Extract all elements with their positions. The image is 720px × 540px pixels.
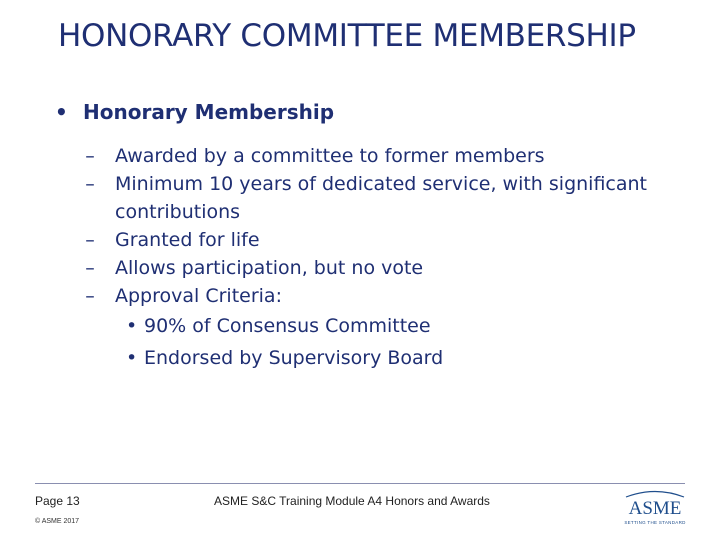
sub-item-text-line1: Minimum 10 years of dedicated service, with significant <box>115 173 647 195</box>
sub-item <box>65 170 695 226</box>
sub-item <box>65 254 695 282</box>
criteria-text: 90% of Consensus Committee <box>144 315 431 337</box>
bullet-dot-icon: • <box>55 100 68 124</box>
dash-icon: – <box>85 229 95 251</box>
slide-content <box>55 100 695 374</box>
bullet-main-label: Honorary Membership <box>83 100 335 124</box>
bullet-main <box>55 100 695 124</box>
bullet-dot-icon: • <box>126 315 138 337</box>
sub-item-text: Approval Criteria: <box>115 285 282 307</box>
logo-wordmark: ASME <box>628 498 682 519</box>
sub-item-text <box>115 170 665 226</box>
logo-tagline: SETTING THE STANDARD <box>624 520 686 525</box>
asme-logo <box>620 488 690 528</box>
criteria-item <box>126 310 695 342</box>
bullet-dot-icon: • <box>126 347 138 369</box>
sub-item-text: Granted for life <box>115 229 260 251</box>
dash-icon: – <box>85 257 95 279</box>
dash-icon: – <box>85 285 95 307</box>
dash-icon: – <box>85 173 95 195</box>
sub-item-text: Awarded by a committee to former members <box>115 145 545 167</box>
footer-divider <box>35 483 685 484</box>
sub-item <box>65 282 695 310</box>
copyright-notice: © ASME 2017 <box>35 518 80 525</box>
criteria-item <box>126 342 695 374</box>
sub-item <box>65 226 695 254</box>
dash-icon: – <box>85 145 95 167</box>
page-number: Page 13 <box>35 494 80 508</box>
sub-item-text: Allows participation, but no vote <box>115 257 424 279</box>
slide-title: HONORARY COMMITTEE MEMBERSHIP <box>58 18 636 54</box>
criteria-text: Endorsed by Supervisory Board <box>144 347 444 369</box>
sub-item <box>65 142 695 170</box>
sub-item-text-line2: contributions <box>115 201 241 223</box>
footer-module-title: ASME S&C Training Module A4 Honors and Awards <box>214 494 490 508</box>
